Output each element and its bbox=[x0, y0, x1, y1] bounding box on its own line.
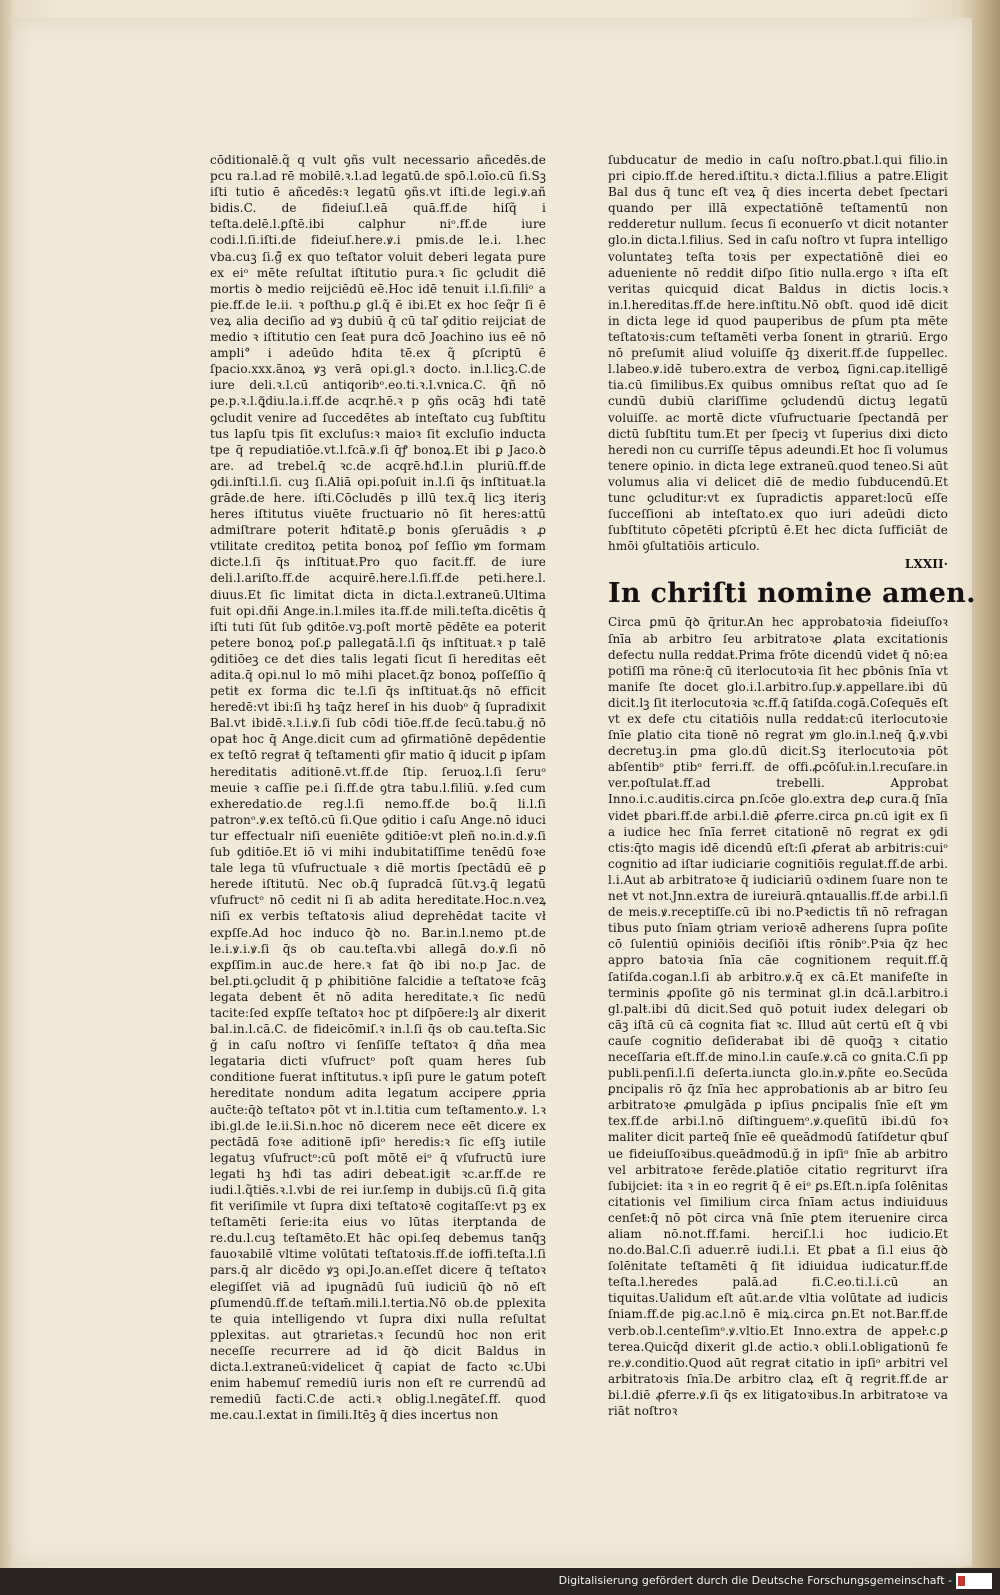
right-column-top-text: ſubducatur de medio in caſu noſtro.ꝑbat.l.qui filio.in pri cipio.ff.de hered.iſtitu.ꝛ dicta.l.filius a patre.Eligit Bal dus q̄ tunc eſt veꝝ q̄ dies incerta debet ſpectari quando per illā expectatiōnē teſtamentū non redderetur nullum. ſecus ſi econuerſo vt dicit notanter glo.in dicta.l.filius. Sed in caſu noſtro vt ſupra intelligo voluntateꝫ teſta toꝛis per expectatiōnē diei eo adueniente nō reddiŧ diſpo ſitio nulla.ergo ꝛ iſta eſt veritas quicquid dicat Baldus in dictis locis.ꝛ in.l.hereditas.ff.de here.inſtitu.Nō obſt. quod idē dicit in dicta lege id quod pauperibus de ꝑſum pta mēte teſtatoꝛis:cum teſtamēti verba ſonent in ꝯtrariū. Ergo nō preſumiŧ aliud voluiſſe q̄ꝫ dixerit.ff.de ſuppellec. l.labeo.ꝟ.idē tubero.extra de verboꝝ ſigni.cap.itelligē tia.cū ſimilibus.Ex quibus omnibus reſtat quo ad ſe cundū dubiū clariſſime ꝯcludendū dictuꝫ legatū voluiſſe. ac mortē dicte vſufructuarie ſpectandā per dictū ſubſtitu tum.Et per ſpeciꝫ vt ſuperius dixi dicto heredi non cu curriſſe tēpus adeundi.Et hoc ſi volumus tenere opinio. in dicta lege extraneū.quod teneo.Si aūt volumus alia vi delicet diē de medio ſubducendū.Et tunc ꝯcluditur:vt ex ſupradictis apparet:locū eſſe ſucceſſioni ab inteſtato.ex quo iuri adeūdi dicto ſubſtituto cōpetēti ꝑſcriptū ē.Et hec dicta ſufficiāt de hmōi ꝯſultatiōis articulo. bbox=[608, 153, 948, 554]
dfg-logo bbox=[956, 1573, 992, 1589]
page bbox=[14, 18, 976, 1566]
funding-notice: Digitalisierung gefördert durch die Deutsche Forschungsgemeinschaft - bbox=[558, 1574, 952, 1587]
digitization-footer bbox=[0, 1568, 1000, 1595]
left-column-text: cōditionalē.q̃ q vult ꝯñs vult necessario añcedēs.de pcu ra.l.ad rē mobilē.ꝛ.l.ad legatū.de spō.l.oīo.cū ſi.Sꝫ iſti tutio ē añcedēs:ꝛ legatū ꝯñs.vt iſti.de legi.ꝟ.añ bidis.C. de fideiuſ.l.eā quā.ff.de hiſq̃ i teſta.delē.l.ꝑſtē.ibi calphur niᵒ.ff.de iure codi.l.ſi.iſti.de fideiuſ.here.ꝟ.i pmis.de le.i. l.hec vba.cuꝫ ſi.ğ̃ ex quo teſtator voluit deberi legata pure ex eiᵒ mēte reſultat iſtitutio pura.ꝛ ſic ꝯcludit diē mortis ꝺ medio reijciēdū eē.Hoc idē tenuit i.l.ſi.filiᵒ a pie.ff.de le.ii. ꝛ poſthu.ꝑ gl.q̃ ē ibi.Et ex hoc ſeq̃r ſi ē veꝝ alia deciſio ad ꝟꝫ dubiū q̄ cū taľ ꝯditio reijciaŧ de medio ꝛ iſtitutio cen ſeaŧ pura dcō Joachino ius eē nō ampli° i adeūdo hđita tē.ex q̃ ꝑſcriptū ē ſpacio.xxx.ānoꝝ ꝟꝫ verā opi.gl.ꝛ docto. in.l.licꝫ.C.de iure deli.ꝛ.l.cū antiqoribᵒ.eo.ti.ꝛ.l.vnica.C. q̄ñ nō ꝑe.p.ꝛ.l.ꝗ̃diu.la.i.ff.de acqr.hē.ꝛ p ꝯñs ocāꝫ hđi tatē ꝯcludit venire ad ſuccedētes ab inteſtato cuꝫ ſubſtitu tus lapſu tpis ſit excluſus:ꝛ maioꝛ ſit excluſio inducta tpe q̄ repudiatiōe.vt.l.fcā.ꝟ.ſi q̄ꝭ bonoꝝ.Et ibi ꝑ Jaco.ꝺ are. ad trebel.q̄ ꝛc.de acqrē.hđ.l.in pluriū.ff.de ꝯdi.inſti.l.ſi. cuꝫ ſi.Aliā opi.poſuit in.l.ſi q̄s inſtituaŧ.la grāde.de here. iſti.Cōcludēs p illū tex.q̄ licꝫ iteriꝫ heres iſtitutus viuēte fructuario nō ſit heres:attū admiſtrare poterit hđitatē.ꝑ bonis ꝯſeruādis ꝛ ꝓ vtilitate creditoꝝ petita bonoꝝ poſ ſeſſio ꝟm formam dicte.l.ſi q̄s inſtituaŧ.Pro quo facit.ff. de iure deli.l.ariſto.ff.de acquirē.here.l.ſi.ff.de peti.here.l. diuus.Et ſic limitat dicta in dicta.l.extraneū.Ultima fuit opi.dñi Ange.in.l.miles ita.ff.de mili.teſta.dicētis q̄ iſti tuti ſūt ſub ꝯditōe.vꝫ.poſt mortē pēdēte ea poterit petere bonoꝝ poſ.ꝑ pallegatā.l.ſi q̄s inſtituaŧ.ꝛ p talē ꝯditiōeꝫ ce det dies talis legati ſicut ſi hereditas eēt adita.q̄ opi.nul lo mō mihi placet.q̄z bonoꝝ poſſeſſio q̄ petiŧ ex forma dic te.l.ſi q̄s inſtituaŧ.q̄s nō efficit heredē:vt ibi:ſi hꝫ taq̄z hereſ in his duobᵒ q̄ ſupradixit Bal.vt ibidē.ꝛ.l.i.ꝟ.ſi ſub cōdi tiōe.ff.de ſecū.tabu.ğ nō opaŧ hoc q̄ Ange.dicit cum ad ꝯfirmatiōnē depēdentie ex teſtō regraŧ q̄ teſtamenti ꝯfir matio q̄ iducit ꝑ ipſam hereditatis aditionē.vt.ff.de ſtip. ſeruoꝝ.l.ſi ſeruᵒ meuie ꝛ caſſie pe.i ſi.ff.de ꝯtra tabu.l.filiū. ꝟ.ſed cum exheredatio.de reg.l.ſi nemo.ff.de bo.q̃ li.l.ſi patronᵒ.ꝟ.ex teſtō.cū ſi.Que ꝯditio i caſu Ange.nō iduci tur effectualr niſi eueniēte ꝯditiōe:vt pleñ no.in.d.ꝟ.ſi ſub ꝯditiōe.Et iō vi mihi indubitatiſſime tenēdū foꝛe tale lega tū vſufructuale ꝛ diē mortis ſpectādū eē ꝑ herede iſtitutū. Nec ob.q̄ ſupradcā ſūt.vꝫ.q̄ legatū vſufructᵒ nō cedit ni ſi ab adita hereditate.Hoc.n.veꝝ niſi ex verbis teſtatoꝛis aliud deꝑrehēdaŧ tacite vł expſſe.Ad hoc induco q̄ꝺ no. Bar.in.l.nemo pt.de le.i.ꝟ.i.ꝟ.ſi q̄s ob cau.teſta.vbi allegā do.ꝟ.ſi nō exꝑſſim.in auc.de here.ꝛ faŧ q̄ꝺ ibi no.p Jac. de bel.ꝑti.ꝯcludit q̄ p ꝓhibitiōne falcidie a teſtatoꝛe fcāꝫ legata debenŧ ēt nō adita hereditate.ꝛ ſic nedū tacite:ſed expſſe teſtatoꝛ hoc pt diſpōere:lꝫ alr dixerit bal.in.l.cā.C. de fideicōmiſ.ꝛ in.l.ſi q̄s ob cau.teſta.Sic ğ in caſu noſtro vi ſenſiſſe teſtatoꝛ q̄ dña mea legataria dicti vſufructᵒ poſt quam heres ſub conditione fuerat inſtitutus.ꝛ ipſi pure le gatum poteſt hereditate nondum adita legatum accipere ꝓpria auc̄te:q̄ꝺ teſtatoꝛ pōt vt in.l.titia cum teſtamento.ꝟ. l.ꝛ ibi.gl.de le.ii.Si.n.hoc nō dicerem nece eēt dicere ex pectādā foꝛe aditionē ipſiᵒ heredis:ꝛ ſic eſſꝫ iutile legatuꝫ vſufructᵒ:cū poſt mōtē eiᵒ q̄ vſufructū iure legati hꝫ hđi tas adiri debeat.igiŧ ꝛc.ar.ff.de re iudi.l.q̃tiēs.ꝛ.l.vbi de rei iur.ſemp in dubijs.cū ſi.q̄ gita fit veriſimile vt ſupra dixi teſtatoꝛē cogitaſſe:vt pꝫ ex teſtamēti ſerie:ita eius vo lūtas iterptanda de re.du.l.cuꝫ teſtamēto.Et hāc opi.ſeq debemus tanq̄ꝫ fauoꝛabilē vltime volūtati teſtatoꝛis.ff.de ioffi.teſta.l.ſi pars.q̄ alr dicēdo ꝟꝫ opi.Jo.an.eſſet dicere q̄ teſtatoꝛ elegiſſet viā ad ipugnādū ſuū iudiciū q̄ꝺ nō eſt ꝑſumendū.ff.de teſtam̄.mili.l.tertia.Nō ob.de pplexita te quia intelligendo vt ſupra dixi nulla reſultat pplexitas. aut ꝯtrarietas.ꝛ ſecundū hoc non erit neceſſe recurrere ad id q̄ꝺ dicit Baldus in dicta.l.extraneū:videlicet q̄ capiat de facto ꝛc.Ubi enim habemuſ remediū iuris non eſt re currendū ad remediū facti.C.de acti.ꝛ oblig.l.negāteſ.ff. quod me.cau.l.extat in ſimili.Itēꝫ q̄ dies incertus non bbox=[210, 153, 546, 1423]
right-column-bottom-text: Circa ꝑmū q̄ꝺ q̄ritur.An hec approbatoꝛia fideiuſſoꝛ ſnīa ab arbitro ſeu arbitratoꝛe ꝓlata excitationis defectu nulla reddaŧ.Prima frōte dicendū videŧ q̄ nō:ea potiſſi ma rōne:q̄ cū iterlocutoꝛia ſit hec ꝑbōnis ſnīa vt manife ſte docet glo.i.l.arbitro.ſup.ꝟ.appellare.ibi dū dicit.lꝫ ſit iterlocutoꝛia ꝛc.ff.q̄ ſatiſda.cogā.Coſequēs eſt vt ex defe ctu citatiōis nulla reddaŧ:cū iterlocutoꝛie ſnīe ꝑlatio cita tionē nō regrat ꝟm glo.in.l.neq̄ ꝗ̄.ꝟ.vbi decretuꝫ.in ꝑma glo.dū dicit.Sꝫ iterlocutoꝛia pōt abſentibᵒ ꝑtibᵒ ferri.ff. de offi.ꝓcōſuŀ.in.l.recuſare.in ver.poſtulaŧ.ff.ad trebelli. Approbat Inno.i.c.auditis.circa ꝑn.ſcōe glo.extra deꝓ cura.q̄ ſnīa videŧ ꝑbari.ff.de arbi.l.diē ꝓferre.circa ꝑn.cū igiŧ ex ſi a iudice hec ſnīa ferreŧ citationē nō regrat ex ꝯdi ctis:q̄to magis idē dicendū eſt:ſi ꝓferaŧ ab arbitris:cuiᵒ cognitio ad iſtar iudiciarie cognitiōis regulaŧ.ff.de arbi. l.i.Aut ab arbitratoꝛe q̄ iudiciariū oꝛdinem ſuare non te neŧ vt not.Jnn.extra de iureiurā.qntauallis.ff.de arbi.l.ſi de meis.ꝟ.receptiſſe.cū ibi no.Pꝛedictis tñ nō refragan tibus puto ſnīam ꝯtriam verioꝛē adherens ſupra poſite cō ſulentiū opiniōis deciſiōi iſtis rōnibᵒ.Pꝛia q̄z hec appro batoꝛia ſnīa cāe cognitionem requit.ff.q̄ ſatiſda.cogan.l.ſi ab arbitro.ꝟ.q̄ ex cā.Et manifeſte in terminis ꝓpoſite gō nis terminat gl.in dcā.l.arbitro.i gl.palŧ.ibi dū dicit.Sed quō potuit iudex delegari ob cāꝫ iſtā cū cā cognita fiat ꝛc. Illud aūt certū eſt q̄ vbi cauſe cognitio deſiderabaŧ ibi dē quoq̄ꝫ ꝛ citatio neceſſaria eſt.ff.de mino.l.in cauſe.ꝟ.cā co gnita.C.ſi pp publi.penſi.l.ſi deſerta.iuncta glo.in.ꝟ.pñte eo.Secūda ꝑncipalis rō q̄z ſnīa hec approbationis ab ar bitro ſeu arbitratoꝛe ꝓmulgāda ꝑ ipſius ꝑncipalis ſnīe eſt ꝟm tex.ff.de arbi.l.nō diſtinguemᵒ.ꝟ.queſitū ibi.dū foꝛ maliter dicit parteq̄ ſnīe eē queādmodū ſatiſdetur qbuſ ue fideiuſſoꝛibus.queādmodū.ğ in ipſiᵒ ſnīe ab arbitro vel arbitratoꝛe ferēde.ꝑlatiōe citatio regriturvt iſra ſubijcieŧ: ita ꝛ in eo regriŧ q̄ ē eiᵒ ꝑs.Eſt.n.ipſa ſolēnitas citationis vel ſimilium circa ſnīam actus indiuiduus cenſeŧ:q̄ nō pōt circa vnā ſnīe ꝑtem iteruenire circa aliam nō.not.ff.fami. herciſ.l.i hoc iudicio.Et no.do.Bal.C.ſi aduer.rē iudi.l.i. Et ꝑbaŧ a ſi.l eius q̄ꝺ ſolēnitate teſtamēti q̄ ſiŧ idiuidua iudicatur.ff.de teſta.l.heredes palā.ad fi.C.eo.ti.l.i.cū an tiquitas.Ualidum eſt aūt.ar.de vltia volūtate ad iudicis ſniam.ff.de pig.ac.l.nō ē miꝝ.circa ꝑn.Et not.Bar.ff.de verb.ob.l.centeſimᵒ.ꝟ.vltio.Et Inno.extra de appeŀ.c.ꝑ terea.Quicq̄d dixerit gl.de actio.ꝛ obli.l.obligationū fe re.ꝟ.conditio.Quod aūt regraŧ citatio in ipſiᵒ arbitri vel arbitratoꝛis ſnīa.De arbitro claꝝ eſt q̄ regriŧ.ff.de ar bi.l.diē ꝓferre.ꝟ.ſi q̄s ex litigatoꝛibus.In arbitratoꝛe va riāt noſtroꝛ bbox=[608, 615, 948, 1419]
folio-number: LXXII· bbox=[904, 557, 948, 572]
section-heading: In chriſti nomine amen. bbox=[608, 578, 976, 610]
right-column bbox=[608, 152, 976, 1419]
left-column bbox=[210, 152, 546, 1423]
